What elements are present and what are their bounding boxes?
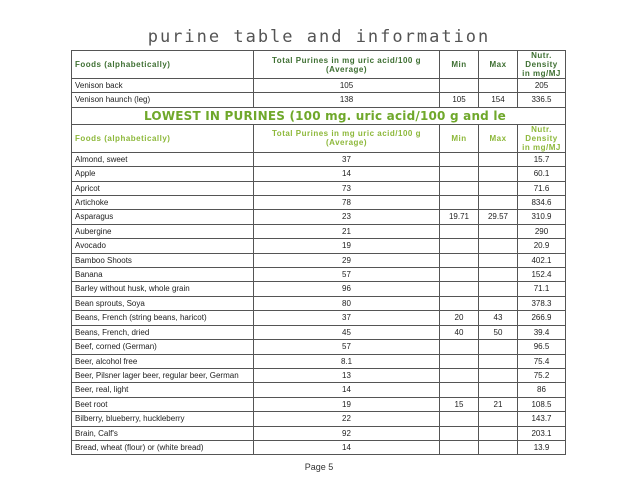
- table-row: [72, 93, 566, 107]
- cell-density: 20.9: [518, 239, 566, 253]
- cell-food: Beer, alcohol free: [72, 354, 254, 368]
- cell-food: Beef, corned (German): [72, 340, 254, 354]
- table-row: [72, 196, 566, 210]
- cell-total: 92: [254, 426, 440, 440]
- cell-min: [440, 196, 479, 210]
- cell-total: 96: [254, 282, 440, 296]
- cell-max: [479, 354, 518, 368]
- cell-density: 143.7: [518, 412, 566, 426]
- cell-max: 21: [479, 397, 518, 411]
- cell-max: 29.57: [479, 210, 518, 224]
- cell-density: 266.9: [518, 311, 566, 325]
- cell-min: [440, 167, 479, 181]
- cell-max: [479, 167, 518, 181]
- cell-min: [440, 354, 479, 368]
- cell-min: [440, 152, 479, 166]
- cell-food: Beer, real, light: [72, 383, 254, 397]
- cell-food: Venison haunch (leg): [72, 93, 254, 107]
- cell-total: 14: [254, 167, 440, 181]
- cell-max: [479, 426, 518, 440]
- header-max: Max: [479, 124, 518, 152]
- header-foods: Foods (alphabetically): [72, 124, 254, 152]
- table-row: [72, 412, 566, 426]
- cell-total: 29: [254, 253, 440, 267]
- cell-min: [440, 368, 479, 382]
- table-row: [72, 79, 566, 93]
- cell-total: 37: [254, 152, 440, 166]
- cell-density: 108.5: [518, 397, 566, 411]
- table-row: [72, 354, 566, 368]
- cell-total: 14: [254, 440, 440, 454]
- header-foods: Foods (alphabetically): [72, 51, 254, 79]
- table-row: [72, 224, 566, 238]
- cell-total: 138: [254, 93, 440, 107]
- table-row: [72, 210, 566, 224]
- cell-food: Asparagus: [72, 210, 254, 224]
- cell-total: 73: [254, 181, 440, 195]
- header-max: Max: [479, 51, 518, 79]
- cell-max: [479, 282, 518, 296]
- cell-density: 75.2: [518, 368, 566, 382]
- cell-max: [479, 412, 518, 426]
- cell-max: [479, 239, 518, 253]
- cell-food: Barley without husk, whole grain: [72, 282, 254, 296]
- cell-min: [440, 181, 479, 195]
- cell-min: [440, 412, 479, 426]
- cell-density: 86: [518, 383, 566, 397]
- cell-min: [440, 224, 479, 238]
- table-row: [72, 181, 566, 195]
- cell-min: [440, 296, 479, 310]
- table-row: [72, 368, 566, 382]
- table-row: [72, 397, 566, 411]
- cell-food: Brain, Calf's: [72, 426, 254, 440]
- cell-total: 57: [254, 340, 440, 354]
- header-min: Min: [440, 124, 479, 152]
- cell-max: [479, 340, 518, 354]
- header-nutr-density: Nutr. Density in mg/MJ: [518, 51, 566, 79]
- cell-max: [479, 224, 518, 238]
- cell-min: [440, 340, 479, 354]
- cell-density: 152.4: [518, 268, 566, 282]
- cell-food: Venison back: [72, 79, 254, 93]
- cell-food: Bilberry, blueberry, huckleberry: [72, 412, 254, 426]
- cell-min: [440, 426, 479, 440]
- cell-density: 203.1: [518, 426, 566, 440]
- cell-food: Bread, wheat (flour) or (white bread): [72, 440, 254, 454]
- header-min: Min: [440, 51, 479, 79]
- cell-max: [479, 196, 518, 210]
- cell-density: 75.4: [518, 354, 566, 368]
- cell-density: 336.5: [518, 93, 566, 107]
- table-row: [72, 152, 566, 166]
- table-row: [72, 239, 566, 253]
- cell-density: 60.1: [518, 167, 566, 181]
- table-row: [72, 426, 566, 440]
- table-row: [72, 296, 566, 310]
- cell-min: 40: [440, 325, 479, 339]
- cell-min: 19.71: [440, 210, 479, 224]
- cell-total: 22: [254, 412, 440, 426]
- table-row: [72, 253, 566, 267]
- cell-max: [479, 79, 518, 93]
- cell-min: [440, 440, 479, 454]
- cell-total: 19: [254, 397, 440, 411]
- cell-min: 105: [440, 93, 479, 107]
- table-row: [72, 167, 566, 181]
- cell-total: 78: [254, 196, 440, 210]
- cell-max: [479, 383, 518, 397]
- cell-min: 15: [440, 397, 479, 411]
- header-total-purines: Total Purines in mg uric acid/100 g (Average): [254, 51, 440, 79]
- cell-density: 39.4: [518, 325, 566, 339]
- cell-total: 105: [254, 79, 440, 93]
- table-header-row: [72, 124, 566, 152]
- table-row: [72, 282, 566, 296]
- page-title: purine table and information: [147, 27, 491, 47]
- cell-max: 43: [479, 311, 518, 325]
- section-heading: LOWEST IN PURINES (100 mg. uric acid/100 g and le: [72, 107, 566, 124]
- cell-min: [440, 79, 479, 93]
- cell-total: 21: [254, 224, 440, 238]
- table-row: [72, 325, 566, 339]
- table-row: [72, 440, 566, 454]
- section-heading-row: [72, 107, 566, 124]
- cell-min: [440, 268, 479, 282]
- header-total-purines: Total Purines in mg uric acid/100 g (Average): [254, 124, 440, 152]
- cell-total: 14: [254, 383, 440, 397]
- cell-food: Almond, sweet: [72, 152, 254, 166]
- cell-total: 45: [254, 325, 440, 339]
- cell-max: [479, 368, 518, 382]
- cell-density: 71.1: [518, 282, 566, 296]
- cell-min: [440, 239, 479, 253]
- cell-total: 37: [254, 311, 440, 325]
- cell-food: Banana: [72, 268, 254, 282]
- cell-food: Beet root: [72, 397, 254, 411]
- cell-food: Apricot: [72, 181, 254, 195]
- cell-density: 834.6: [518, 196, 566, 210]
- cell-density: 15.7: [518, 152, 566, 166]
- table-row: [72, 340, 566, 354]
- cell-max: [479, 253, 518, 267]
- cell-density: 96.5: [518, 340, 566, 354]
- cell-density: 402.1: [518, 253, 566, 267]
- purine-table: [71, 50, 566, 455]
- page-number: Page 5: [304, 462, 334, 472]
- cell-max: [479, 440, 518, 454]
- cell-food: Apple: [72, 167, 254, 181]
- cell-food: Bamboo Shoots: [72, 253, 254, 267]
- table-header-row: [72, 51, 566, 79]
- cell-density: 310.9: [518, 210, 566, 224]
- cell-min: [440, 282, 479, 296]
- cell-max: 154: [479, 93, 518, 107]
- cell-food: Beans, French (string beans, haricot): [72, 311, 254, 325]
- cell-max: [479, 296, 518, 310]
- cell-max: 50: [479, 325, 518, 339]
- cell-total: 8.1: [254, 354, 440, 368]
- cell-density: 378.3: [518, 296, 566, 310]
- cell-max: [479, 152, 518, 166]
- cell-food: Beer, Pilsner lager beer, regular beer, German: [72, 368, 254, 382]
- cell-food: Bean sprouts, Soya: [72, 296, 254, 310]
- cell-food: Artichoke: [72, 196, 254, 210]
- cell-total: 57: [254, 268, 440, 282]
- cell-max: [479, 268, 518, 282]
- cell-density: 205: [518, 79, 566, 93]
- table-row: [72, 383, 566, 397]
- cell-total: 80: [254, 296, 440, 310]
- cell-min: 20: [440, 311, 479, 325]
- table-row: [72, 268, 566, 282]
- cell-min: [440, 253, 479, 267]
- cell-density: 71.6: [518, 181, 566, 195]
- cell-min: [440, 383, 479, 397]
- cell-food: Beans, French, dried: [72, 325, 254, 339]
- cell-max: [479, 181, 518, 195]
- cell-total: 23: [254, 210, 440, 224]
- cell-food: Avocado: [72, 239, 254, 253]
- table-row: [72, 311, 566, 325]
- cell-food: Aubergine: [72, 224, 254, 238]
- header-nutr-density: Nutr. Density in mg/MJ: [518, 124, 566, 152]
- cell-density: 290: [518, 224, 566, 238]
- cell-total: 19: [254, 239, 440, 253]
- cell-density: 13.9: [518, 440, 566, 454]
- cell-total: 13: [254, 368, 440, 382]
